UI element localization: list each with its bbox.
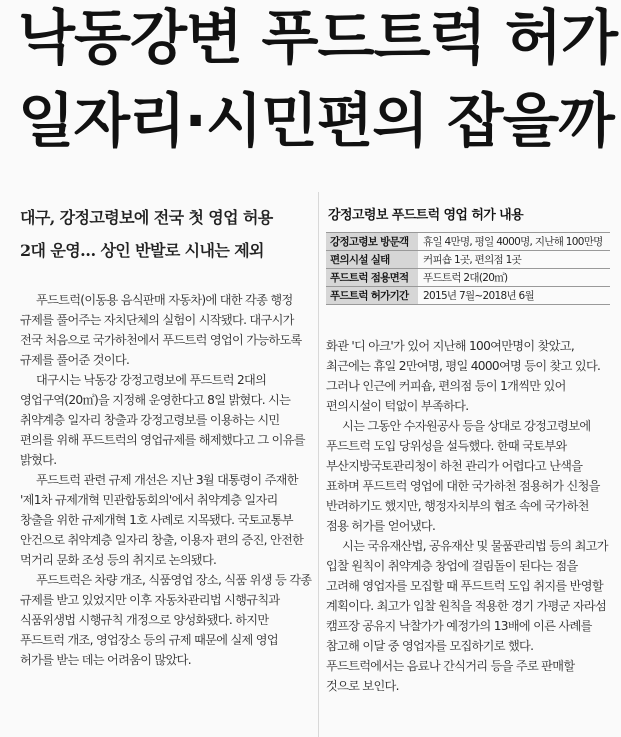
headline-line-1: 낙동강변 푸드트럭 허가 [18,3,618,72]
table-row [326,251,610,269]
body-paragraph-continued: 화관 '디 아크'가 있어 지난해 100여만명이 찾았고, 최근에는 휴일 2만여명, 평일 4000여명 등이 찾고 있다. 그러나 인근에 커피숍, 편의점 등이 1개씩만 있어 편의시설이 턱없이 부족하다. [326,339,601,413]
article-body-left-column [20,290,312,670]
body-paragraph: 시는 그동안 수자원공사 등을 상대로 강정고령보에 푸드트럭 도입 당위성을 설득했다. 한때 국토부와 부산지방국토관리청이 하천 관리가 어렵다고 난색을 표하며 푸드트럭 영업에 대한 국가하천 점용허가 신청을 반려하기도 했지만, 행정자치부의 협조 속에 국가하천 점용 허가를 얻어냈다. [326,419,600,533]
info-label: 푸드트럭 허가기간 [326,287,418,305]
table-row [326,233,610,251]
body-paragraph: 푸드트럭은 차량 개조, 식품영업 장소, 식품 위생 등 각종 규제를 받고 있었지만 이후 자동차관리법 시행규칙과 식품위생법 시행규칙 개정으로 양성화됐다. 하지만 푸드트럭 개조, 영업장소 등의 규제 때문에 실제 영업 허가를 받는 데는 어려움이 많았다. [20,573,312,667]
article-body-right-column [326,336,610,696]
info-value: 2015년 7월~2018년 6월 [418,287,610,305]
body-paragraph: 푸드트럭 관련 규제 개선은 지난 3월 대통령이 주재한 '제1차 규제개혁 민관합동회의'에서 취약계층 일자리 창출을 위한 규제개혁 1호 사례로 지목됐다. 국토교통부 안건으로 취약계층 일자리 창출, 이용자 편의 증진, 안전한 먹거리 문화 조성 등의 취지로 논의됐다. [20,473,304,567]
info-box-title: 강정고령보 푸드트럭 영업 허가 내용 [328,208,524,223]
info-value: 푸드트럭 2대(20㎡) [418,269,610,287]
headline-line-2: 일자리·시민편의 잡을까 [18,87,614,155]
info-label: 편의시설 실태 [326,251,418,269]
info-value: 휴일 4만명, 평일 4000명, 지난해 100만명 [418,233,610,251]
table-row [326,269,610,287]
table-row [326,287,610,305]
info-label: 푸드트럭 점용면적 [326,269,418,287]
column-divider [318,192,319,737]
subheadline-line-2: 2대 운영… 상인 반발로 시내는 제외 [20,241,264,260]
info-box-table [326,232,610,305]
body-paragraph: 대구시는 낙동강 강정고령보에 푸드트럭 2대의 영업구역(20㎡)을 지정해 운영한다고 8일 밝혔다. 시는 취약계층 일자리 창출과 강정고령보를 이용하는 시민 편의를 위해 푸드트럭의 영업규제를 해제했다고 그 이유를 밝혔다. [20,373,305,467]
body-paragraph: 푸드트럭(이동용 음식판매 자동차)에 대한 각종 행정 규제를 풀어주는 자치단체의 실험이 시작됐다. 대구시가 전국 처음으로 국가하천에서 푸드트럭 영업이 가능하도록 규제를 풀어준 것이다. [20,293,302,367]
info-label: 강정고령보 방문객 [326,233,418,251]
info-value: 커피숍 1곳, 편의점 1곳 [418,251,610,269]
subheadline-line-1: 대구, 강정고령보에 전국 첫 영업 허용 [20,208,273,227]
body-paragraph: 시는 국유재산법, 공유재산 및 물품관리법 등의 최고가 입찰 원칙이 취약계층 창업에 걸림돌이 된다는 점을 고려해 영업자를 모집할 때 푸드트럭 도입 취지를 반영할 계획이다. 최고가 입찰 원칙을 적용한 경기 가평군 자라섬 캠프장 공유지 낙찰가가 예정가의 13배에 이른 사례를 참고해 이달 중 영업자를 모집하기로 했다. 푸드트럭에서는 음료나 간식거리 등을 주로 판매할 것으로 보인다. [326,539,608,693]
